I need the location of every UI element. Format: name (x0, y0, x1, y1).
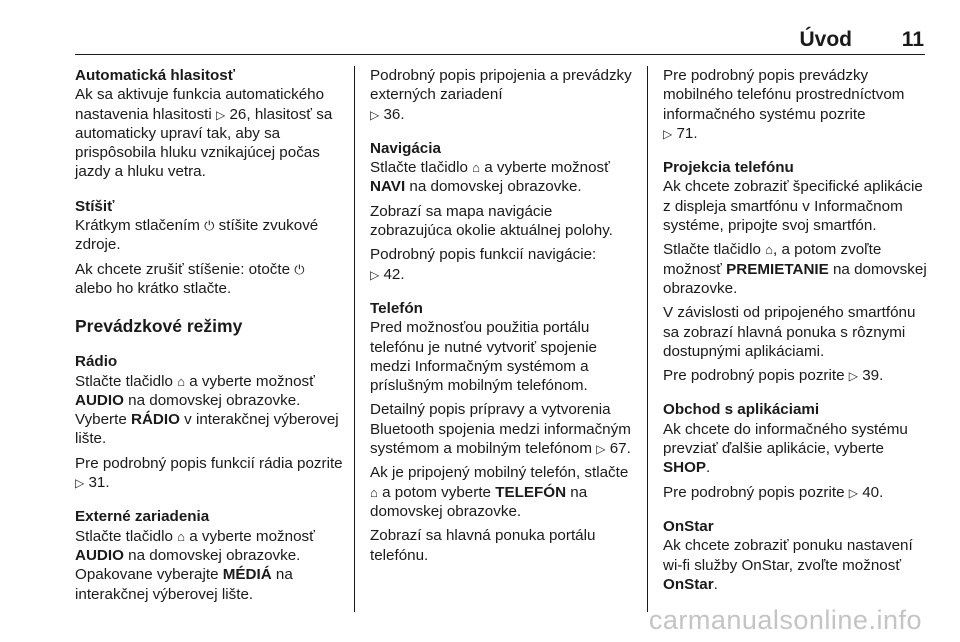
power-icon: ⏻ (204, 218, 215, 234)
paragraph: Ak chcete do informačného systému prevziať ďalšie aplikácie, vyberte SHOP. (663, 420, 908, 477)
column-divider-2 (647, 66, 648, 612)
paragraph: Detailný popis prípravy a vytvorenia Bluetooth spojenia medzi informačným systémom a mobilným telefónom ▷ 67. (370, 401, 631, 458)
page-number: 11 (901, 28, 924, 51)
section-app-shop (663, 400, 931, 501)
paragraph: Pred možnosťou použitia portálu telefónu je nutné vytvoriť spojenie medzi Informačným systémom a príslušným mobilným telefónom. (370, 319, 597, 395)
page-ref-icon: ▷ (848, 485, 858, 500)
paragraph: Krátkym stlačením ⏻ stíšite zvukové zdroje. (75, 217, 319, 254)
watermark: carmanualsonline.info (648, 605, 922, 635)
paragraph: Stlačte tlačidlo ⌂ a vyberte možnosť NAVI na domovskej obrazovke. (370, 159, 610, 196)
paragraph: Zobrazí sa mapa navigácie zobrazujúca okolie aktuálnej polohy. (370, 202, 613, 240)
section-phone-projection (663, 158, 931, 385)
section-title: Úvod (799, 28, 852, 51)
paragraph: Stlačte tlačidlo ⌂, a potom zvoľte možnosť PREMIETANIE na domovskej obrazovke. (663, 241, 927, 297)
paragraph: Ak chcete zobraziť ponuku nastavení wi-fi služby OnStar, zvoľte možnosť OnStar. (663, 537, 913, 593)
section-heading: Automatická hlasitosť (75, 67, 236, 84)
paragraph: Stlačte tlačidlo ⌂ a vyberte možnosť AUDIO na domovskej obrazovke. Vyberte RÁDIO v interakčnej výberovej lište. (75, 372, 339, 448)
page-ref[interactable]: 26 (229, 105, 247, 123)
section-onstar (663, 517, 931, 594)
section-external-devices (75, 507, 343, 603)
page-ref[interactable]: 31 (88, 474, 106, 492)
chapter-heading: Prevádzkové režimy (75, 316, 243, 337)
column-divider-1 (354, 66, 355, 612)
home-icon: ⌂ (370, 484, 378, 500)
paragraph: Podrobný popis funkcií navigácie: ▷ 42. (370, 246, 597, 283)
home-icon: ⌂ (177, 528, 186, 544)
paragraph: Pre podrobný popis prevádzky mobilného telefónu prostredníctvom informačného systému pozrite ▷ 71. (663, 67, 905, 142)
section-heading: OnStar (663, 517, 714, 535)
column-1 (75, 66, 343, 609)
page-ref-icon: ▷ (596, 442, 606, 457)
section-heading: Rádio (75, 353, 118, 371)
section-heading: Telefón (370, 299, 423, 317)
page-ref-icon: ▷ (370, 267, 380, 282)
paragraph: Ak chcete zobraziť špecifické aplikácie z displeja smartfónu v Informačnom systéme, pripojte svoj smartfón. (663, 178, 923, 235)
section-heading: Externé zariadenia (75, 508, 210, 526)
page-ref-icon: ▷ (663, 126, 673, 141)
paragraph: Pre podrobný popis pozrite ▷ 39. (663, 367, 884, 385)
section-heading: Stíšiť (75, 197, 115, 215)
section-mute (75, 197, 343, 298)
page-ref-icon: ▷ (370, 107, 380, 122)
column-3 (663, 66, 931, 599)
section-navigation (370, 139, 638, 284)
page-ref[interactable]: 67 (609, 440, 627, 458)
page-ref-icon: ▷ (216, 107, 226, 122)
home-icon: ⌂ (177, 373, 186, 389)
paragraph: Ak sa aktivuje funkcia automatického nastavenia hlasitosti ▷ 26, hlasitosť sa automaticky upraví tak, aby sa prispôsobila hluku vznikajúcej počas jazdy a hluku vetra. (75, 86, 333, 181)
page-ref[interactable]: 36 (383, 105, 401, 123)
section-phone (370, 299, 638, 565)
section-auto-volume (75, 66, 343, 182)
column-2 (370, 66, 638, 570)
page-ref[interactable]: 42 (383, 265, 401, 283)
paragraph: Podrobný popis pripojenia a prevádzky externých zariadení ▷ 36. (370, 67, 632, 123)
section-heading: Navigácia (370, 139, 441, 157)
page-ref[interactable]: 39 (862, 367, 880, 385)
paragraph: Pre podrobný popis pozrite ▷ 40. (663, 483, 884, 501)
section-radio (75, 352, 343, 492)
page-ref-icon: ▷ (75, 476, 85, 491)
paragraph: Pre podrobný popis funkcií rádia pozrite ▷ 31. (75, 454, 343, 492)
section-heading: Projekcia telefónu (663, 159, 794, 177)
paragraph: V závislosti od pripojeného smartfónu sa zobrazí hlavná ponuka s rôznymi dostupnými aplikáciami. (663, 304, 916, 360)
paragraph: Zobrazí sa hlavná ponuka portálu telefónu. (370, 527, 596, 564)
home-icon: ⌂ (472, 160, 481, 176)
paragraph: Ak je pripojený mobilný telefón, stlačte ⌂ a potom vyberte TELEFÓN na domovskej obrazovke. (370, 464, 629, 520)
page-ref[interactable]: 40 (862, 483, 880, 501)
paragraph: Ak chcete zrušiť stíšenie: otočte ⏻ alebo ho krátko stlačte. (75, 260, 305, 297)
home-icon: ⌂ (765, 242, 774, 258)
page-ref-icon: ▷ (848, 369, 858, 384)
section-heading: Obchod s aplikáciami (663, 401, 820, 419)
power-icon: ⏻ (294, 261, 305, 277)
header-divider (75, 54, 925, 55)
paragraph: Stlačte tlačidlo ⌂ a vyberte možnosť AUDIO na domovskej obrazovke. Opakovane vyberajte MÉDIÁ na interakčnej výberovej lište. (75, 527, 315, 603)
page-ref[interactable]: 71 (676, 124, 694, 142)
